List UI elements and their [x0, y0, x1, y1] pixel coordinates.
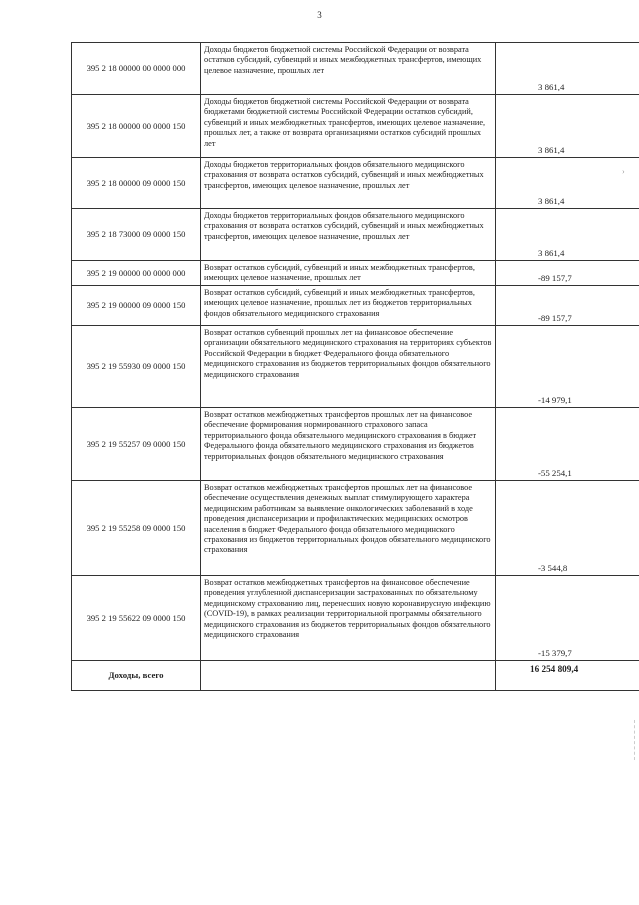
table-row: [72, 326, 639, 408]
table-row: [72, 286, 639, 326]
revenue-amount: 3 861,4: [496, 158, 639, 209]
table-row: [72, 95, 639, 158]
margin-mark: ›: [622, 167, 625, 176]
revenue-amount: 3 861,4: [496, 209, 639, 261]
budget-classification-code: 395 2 18 00000 00 0000 150: [72, 95, 201, 158]
total-description: [201, 661, 496, 691]
table-row: [72, 261, 639, 286]
table-row: [72, 408, 639, 481]
revenue-amount: -14 979,1: [496, 326, 639, 408]
revenue-description: Доходы бюджетов бюджетной системы Российской Федерации от возврата бюджетами бюджетной системы Российской Федерации остатков субсидий, субвенций и иных межбюджетных трансфертов, имеющих целевое назначение, прошлых лет, а также от возврата организациями остатков субсидий прошлых лет: [201, 95, 496, 158]
revenue-amount: 3 861,4: [496, 43, 639, 95]
revenue-description: Доходы бюджетов территориальных фондов обязательного медицинского страхования от возврата остатков субсидий, субвенций и иных межбюджетных трансфертов, имеющих целевое назначение, прошлых лет: [201, 209, 496, 261]
revenue-description: Возврат остатков субвенций прошлых лет на финансовое обеспечение организации обязательного медицинского страхования на территориях субъектов Российской Федерации в бюджет Федерального фонда обязательного медицинского страхования из бюджетов территориальных фондов обязательного медицинского страхования: [201, 326, 496, 408]
budget-classification-code: 395 2 19 55257 09 0000 150: [72, 408, 201, 481]
table-row: [72, 481, 639, 576]
budget-classification-code: 395 2 18 00000 09 0000 150: [72, 158, 201, 209]
page-number: 3: [317, 10, 322, 20]
revenue-description: Возврат остатков межбюджетных трансфертов прошлых лет на финансовое обеспечение осуществления денежных выплат стимулирующего характера медицинским работникам за выявление онкологических заболеваний в ходе проведения диспансеризации и профилактических медицинских осмотров населения в бюджет Федерального фонда обязательного медицинского страхования из бюджетов территориальных фондов обязательного медицинского страхования: [201, 481, 496, 576]
table-row: [72, 158, 639, 209]
budget-classification-code: 395 2 18 73000 09 0000 150: [72, 209, 201, 261]
table-row: [72, 209, 639, 261]
revenue-amount: 3 861,4: [496, 95, 639, 158]
budget-classification-code: 395 2 19 55258 09 0000 150: [72, 481, 201, 576]
budget-revenue-table: [71, 42, 639, 691]
budget-classification-code: 395 2 19 55930 09 0000 150: [72, 326, 201, 408]
table-row: [72, 576, 639, 661]
revenue-amount: -89 157,7: [496, 286, 639, 326]
total-amount: 16 254 809,4: [496, 661, 639, 691]
revenue-amount: -55 254,1: [496, 408, 639, 481]
table-row: [72, 43, 639, 95]
revenue-amount: -3 544,8: [496, 481, 639, 576]
revenue-description: Возврат остатков субсидий, субвенций и иных межбюджетных трансфертов, имеющих целевое назначение, прошлых лет из бюджетов территориальных фондов обязательного медицинского страхования: [201, 286, 496, 326]
revenue-description: Возврат остатков межбюджетных трансфертов прошлых лет на финансовое обеспечение формирования нормированного страхового запаса территориального фонда обязательного медицинского страхования в бюджет Федерального фонда обязательного медицинского страхования из бюджетов территориальных фондов обязательного медицинского страхования: [201, 408, 496, 481]
revenue-amount: -15 379,7: [496, 576, 639, 661]
revenue-description: Доходы бюджетов территориальных фондов обязательного медицинского страхования от возврата остатков субсидий, субвенций и иных межбюджетных трансфертов, имеющих целевое назначение, прошлых лет: [201, 158, 496, 209]
total-row: [72, 661, 639, 691]
revenue-amount: -89 157,7: [496, 261, 639, 286]
total-label: Доходы, всего: [72, 661, 201, 691]
scan-artifact-line: [634, 720, 637, 760]
budget-classification-code: 395 2 19 00000 00 0000 000: [72, 261, 201, 286]
budget-classification-code: 395 2 19 00000 09 0000 150: [72, 286, 201, 326]
budget-classification-code: 395 2 18 00000 00 0000 000: [72, 43, 201, 95]
revenue-description: Доходы бюджетов бюджетной системы Российской Федерации от возврата остатков субсидий, субвенций и иных межбюджетных трансфертов, имеющих целевое назначение, прошлых лет: [201, 43, 496, 95]
revenue-description: Возврат остатков субсидий, субвенций и иных межбюджетных трансфертов, имеющих целевое назначение, прошлых лет: [201, 261, 496, 286]
budget-classification-code: 395 2 19 55622 09 0000 150: [72, 576, 201, 661]
revenue-description: Возврат остатков межбюджетных трансфертов на финансовое обеспечение проведения углубленной диспансеризации застрахованных по обязательному медицинскому страхованию лиц, перенесших новую коронавирусную инфекцию (COVID-19), в рамках реализации территориальной программы обязательного медицинского страхования из бюджетов территориальных фондов обязательного медицинского страхования: [201, 576, 496, 661]
